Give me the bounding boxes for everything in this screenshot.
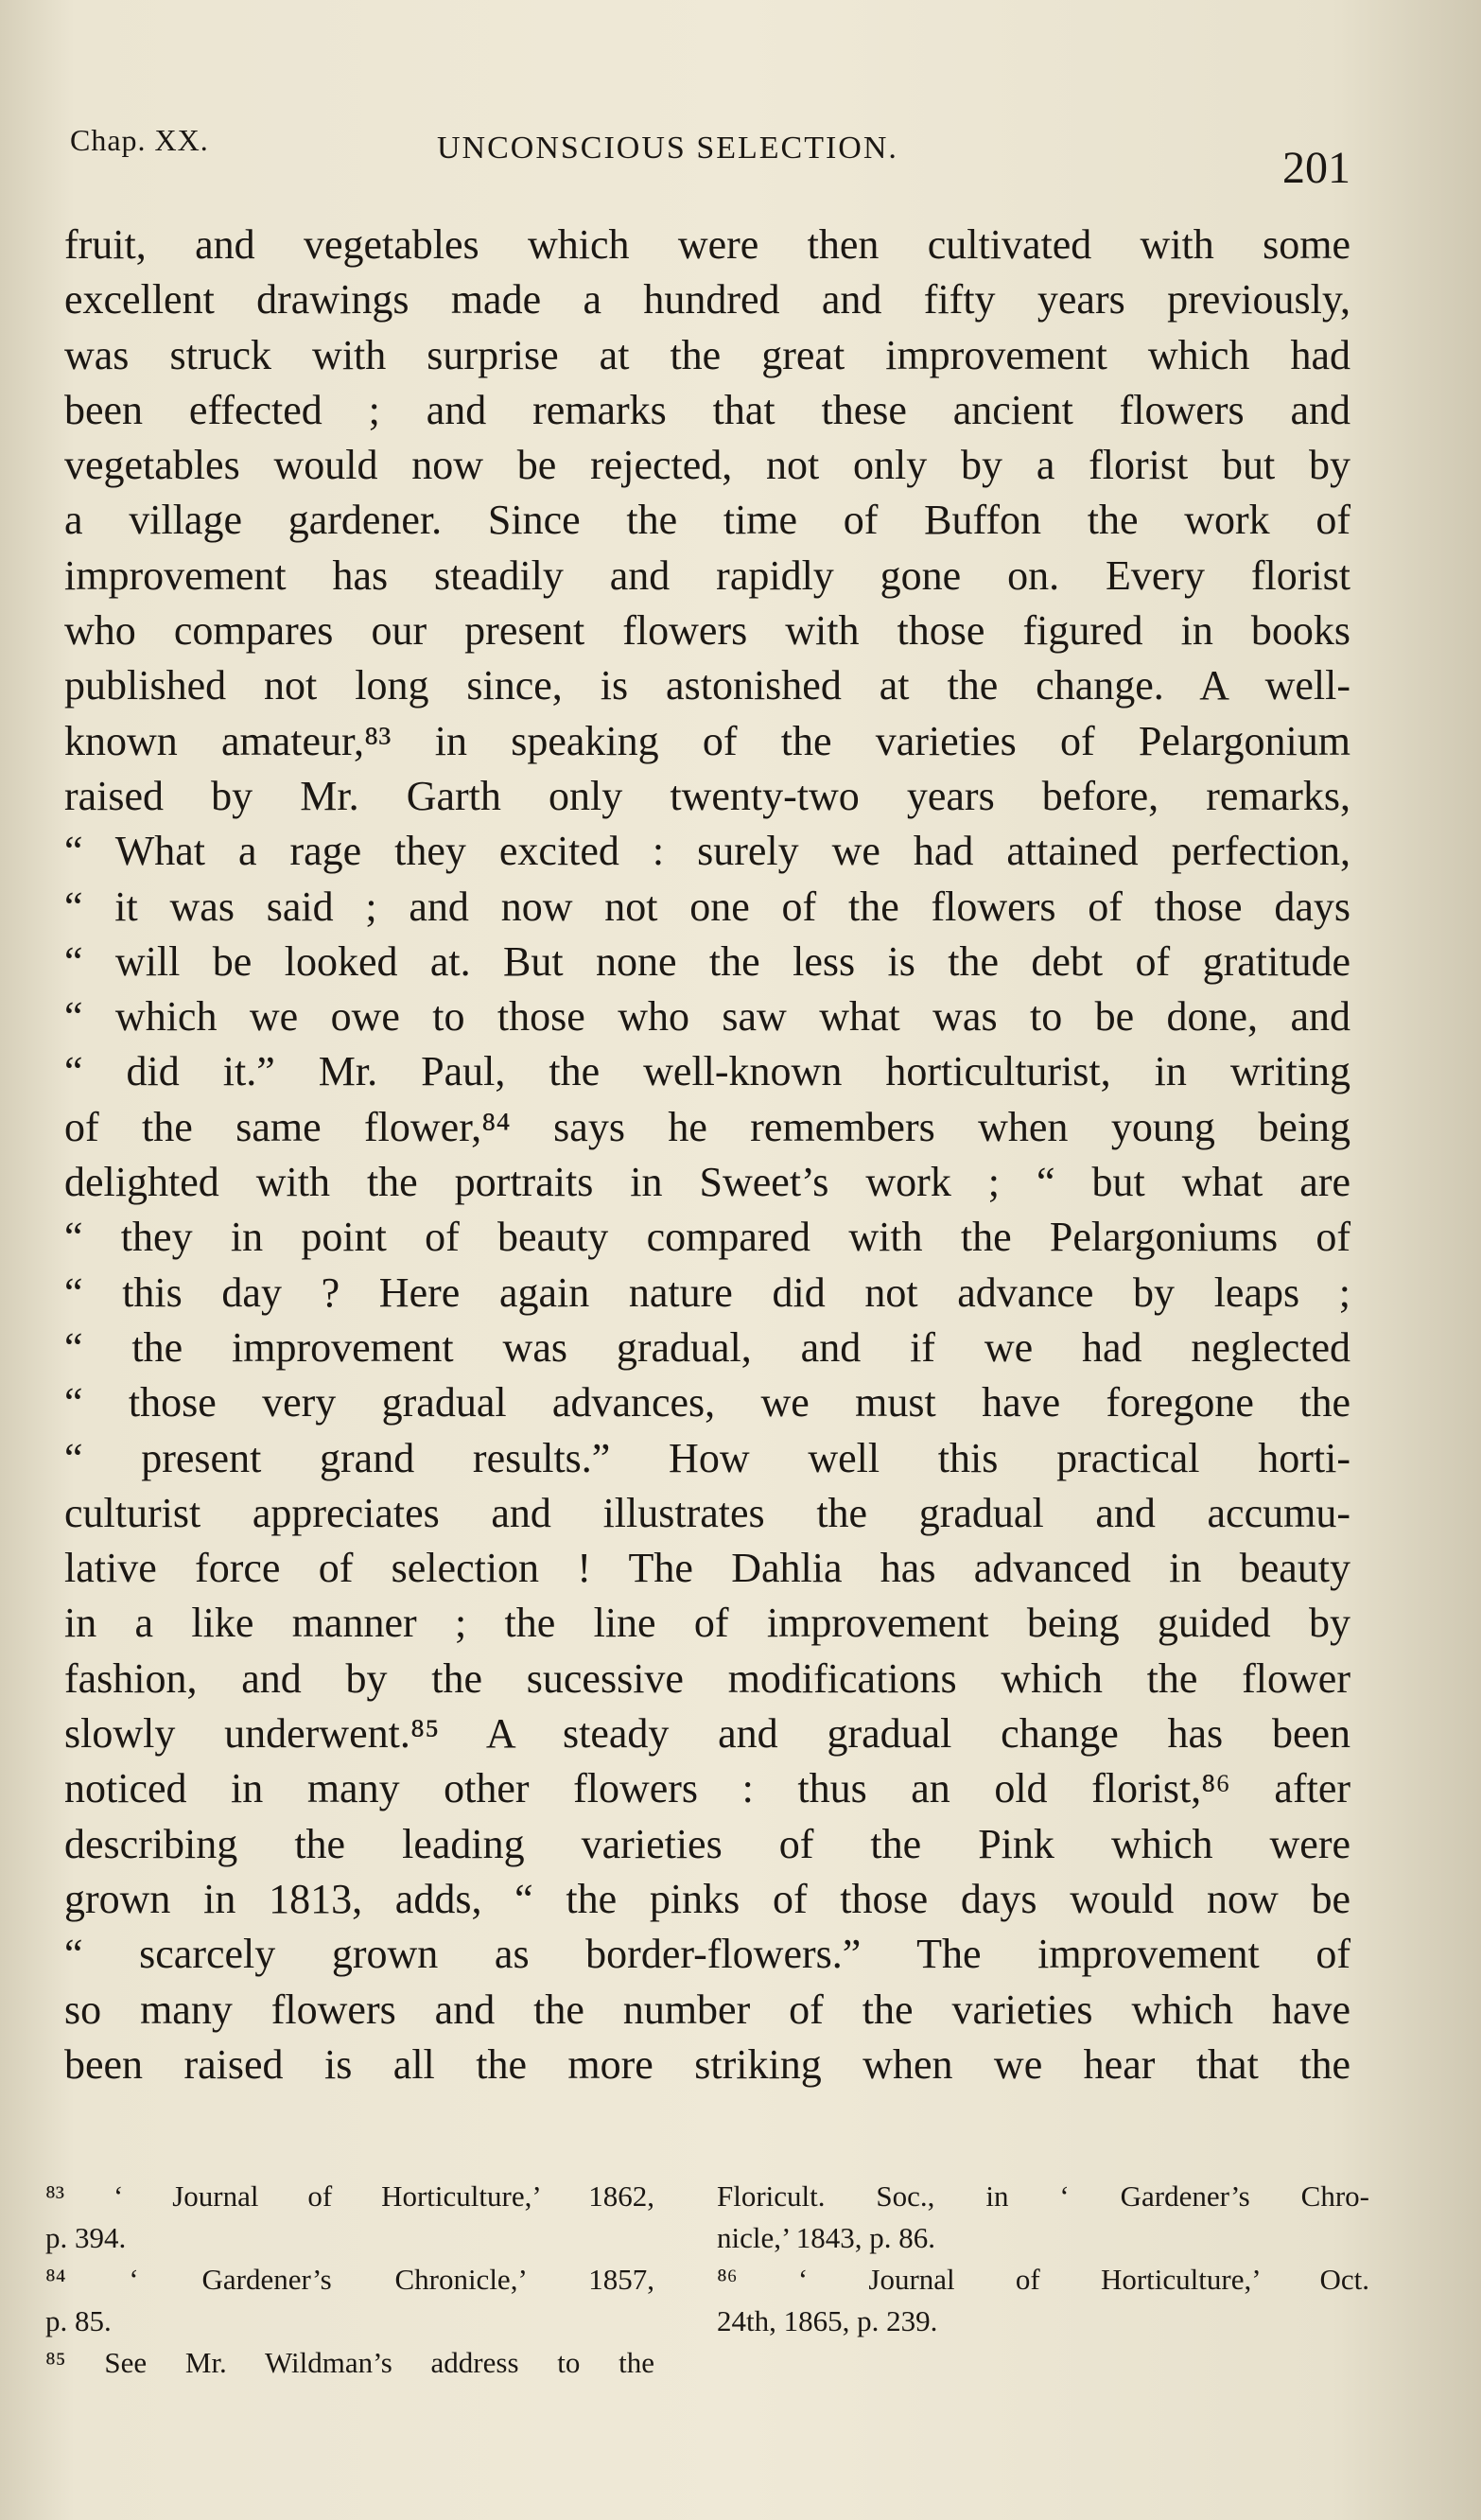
text-line: “ the improvement was gradual, and if we had neglected	[64, 1323, 1350, 1371]
text-line: “ scarcely grown as border-flowers.” The improvement of	[64, 1931, 1350, 1978]
footnote-line: p. 85.	[45, 2304, 112, 2337]
text-line: “ will be looked at. But none the less is the debt of gratitude	[64, 937, 1350, 985]
footnote-line: ⁸³ ‘ Journal of Horticulture,’ 1862,	[45, 2179, 654, 2213]
text-line: vegetables would now be rejected, not only by a florist but by	[64, 442, 1350, 489]
text-line: been effected ; and remarks that these ancient flowers and	[64, 386, 1350, 433]
text-line: so many flowers and the number of the varieties which have	[64, 1986, 1350, 2033]
page-number: 201	[1282, 143, 1350, 193]
text-line: “ present grand results.” How well this practical horti-	[64, 1434, 1350, 1481]
text-line: “ it was said ; and now not one of the flowers of those days	[64, 883, 1350, 930]
text-line: raised by Mr. Garth only twenty-two years before, remarks,	[64, 772, 1350, 819]
text-line: improvement has steadily and rapidly gone on. Every florist	[64, 551, 1350, 599]
body-text	[64, 218, 1350, 2092]
text-line: was struck with surprise at the great improvement which had	[64, 331, 1350, 378]
text-line: culturist appreciates and illustrates the gradual and accumu-	[64, 1489, 1350, 1536]
footnote-line: 24th, 1865, p. 239.	[717, 2304, 938, 2337]
footnote-line: ⁸⁵ See Mr. Wildman’s address to the	[45, 2346, 654, 2379]
running-header	[70, 121, 1350, 197]
text-line: who compares our present flowers with those figured in books	[64, 607, 1350, 655]
footnote-line: ⁸⁶ ‘ Journal of Horticulture,’ Oct.	[717, 2263, 1369, 2296]
text-line: known amateur,⁸³ in speaking of the varieties of Pelargonium	[64, 717, 1350, 764]
text-line: a village gardener. Since the time of Buffon the work of	[64, 497, 1350, 544]
footnote-line: ⁸⁴ ‘ Gardener’s Chronicle,’ 1857,	[45, 2263, 654, 2296]
text-line: fruit, and vegetables which were then cultivated with some	[64, 221, 1350, 268]
text-line: describing the leading varieties of the Pink which were	[64, 1820, 1350, 1867]
text-line: of the same flower,⁸⁴ says he remembers when young being	[64, 1103, 1350, 1150]
footnote-line: nicle,’ 1843, p. 86.	[717, 2221, 936, 2254]
text-line: “ this day ? Here again nature did not advance by leaps ;	[64, 1269, 1350, 1316]
text-line: “ which we owe to those who saw what was to be done, and	[64, 993, 1350, 1041]
text-line: grown in 1813, adds, “ the pinks of those days would now be	[64, 1875, 1350, 1922]
text-line: published not long since, is astonished at the change. A well-	[64, 662, 1350, 709]
text-line: noticed in many other flowers : thus an old florist,⁸⁶ after	[64, 1765, 1350, 1812]
chapter-label: Chap. XX.	[70, 123, 209, 157]
text-line: lative force of selection ! The Dahlia has advanced in beauty	[64, 1545, 1350, 1592]
text-line: fashion, and by the sucessive modifications which the flower	[64, 1654, 1350, 1702]
text-line: “ What a rage they excited : surely we had attained perfection,	[64, 828, 1350, 875]
footnote-line: p. 394.	[45, 2221, 127, 2254]
text-line: “ they in point of beauty compared with the Pelargoniums of	[64, 1214, 1350, 1261]
text-line: slowly underwent.⁸⁵ A steady and gradual change has been	[64, 1710, 1350, 1758]
text-line: in a like manner ; the line of improvement being guided by	[64, 1600, 1350, 1647]
text-line: been raised is all the more striking when we hear that the	[64, 2040, 1350, 2088]
footnote-line: Floricult. Soc., in ‘ Gardener’s Chro-	[717, 2179, 1369, 2213]
footnotes-right-column	[717, 2176, 1369, 2342]
text-line: “ those very gradual advances, we must have foregone the	[64, 1379, 1350, 1426]
footnotes-left-column	[45, 2176, 654, 2384]
text-line: excellent drawings made a hundred and fifty years previously,	[64, 276, 1350, 324]
running-title: UNCONSCIOUS SELECTION.	[437, 131, 898, 166]
text-line: “ did it.” Mr. Paul, the well-known horticulturist, in writing	[64, 1048, 1350, 1095]
text-line: delighted with the portraits in Sweet’s work ; “ but what are	[64, 1159, 1350, 1206]
